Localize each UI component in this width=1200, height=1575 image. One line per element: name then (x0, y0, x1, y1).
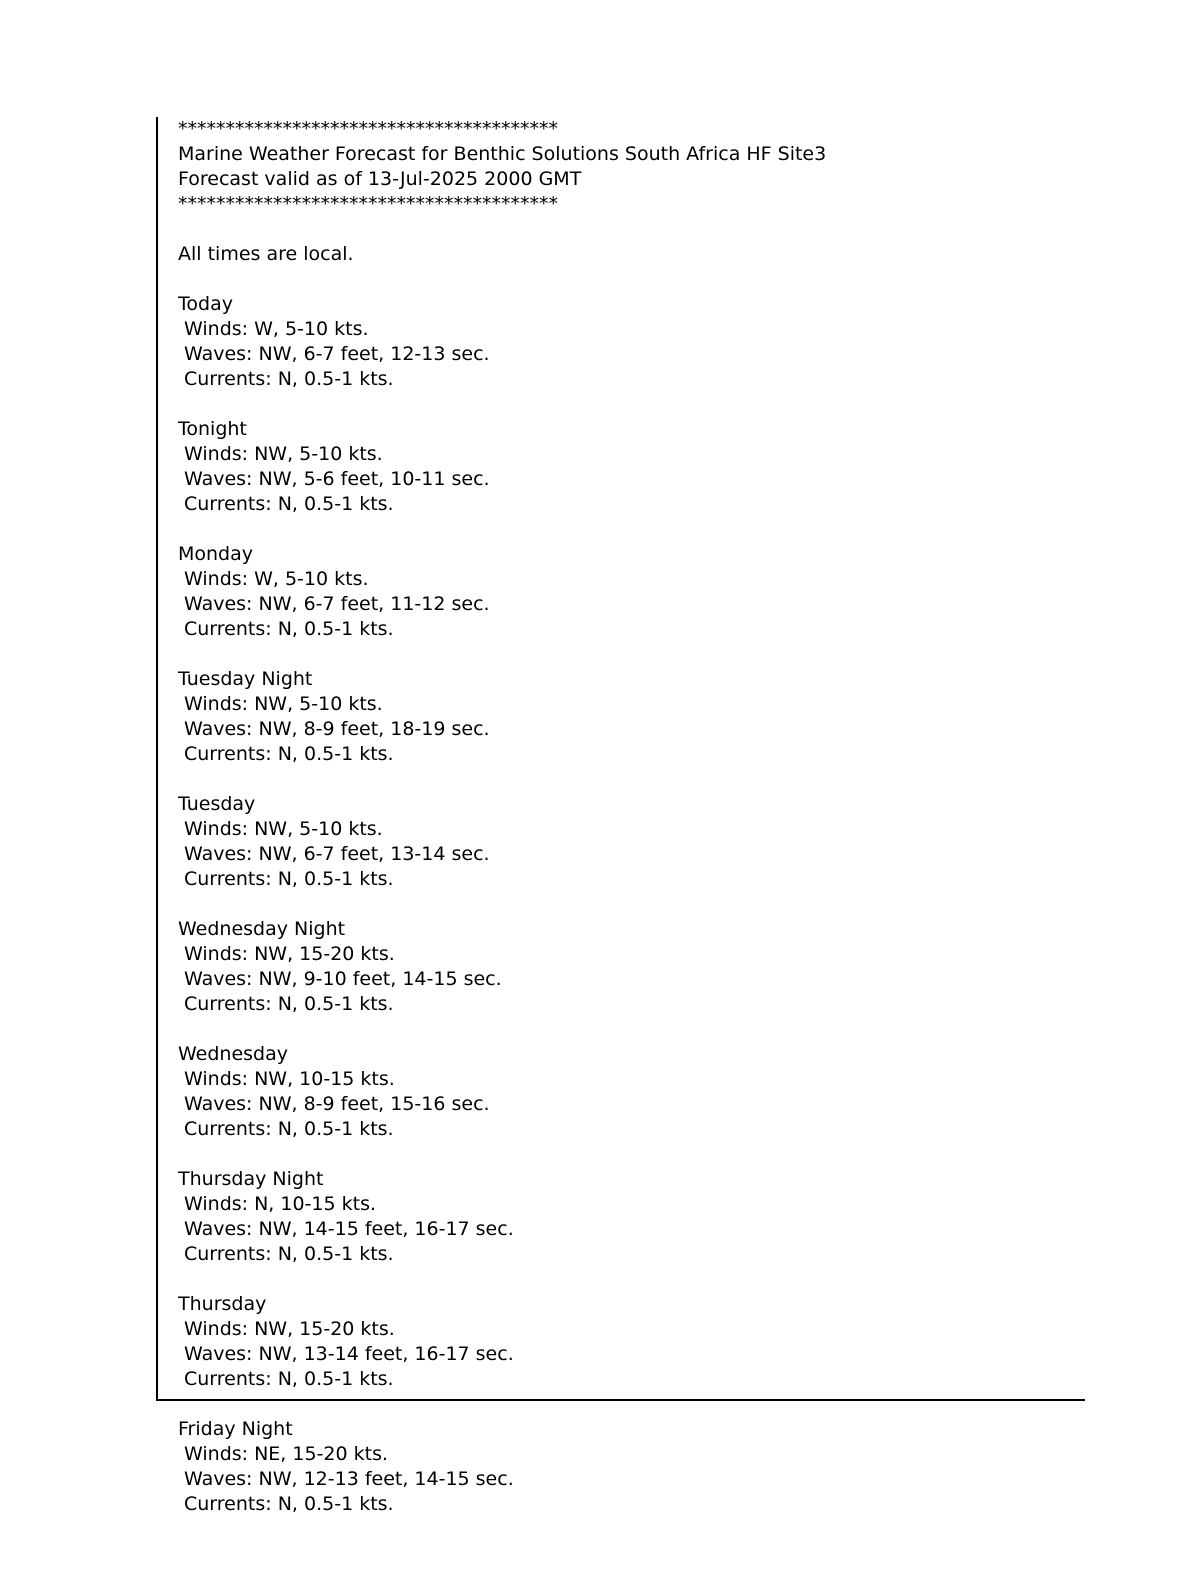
period-heading: Tuesday (178, 793, 256, 815)
forecast-section-tonight (178, 417, 1085, 517)
period-heading: Tonight (178, 418, 247, 440)
period-heading: Today (178, 293, 233, 315)
period-heading: Thursday (178, 1293, 267, 1315)
period-heading: Thursday Night (178, 1168, 324, 1190)
currents-line: Currents: N, 0.5-1 kts. (184, 1368, 394, 1390)
winds-line: Winds: NW, 5-10 kts. (184, 818, 383, 840)
currents-line: Currents: N, 0.5-1 kts. (184, 368, 394, 390)
currents-line: Currents: N, 0.5-1 kts. (184, 743, 394, 765)
winds-line: Winds: W, 5-10 kts. (184, 568, 369, 590)
document-header (178, 117, 1085, 217)
winds-line: Winds: N, 10-15 kts. (184, 1193, 377, 1215)
forecast-content-box (156, 117, 1085, 1401)
period-heading: Tuesday Night (178, 668, 313, 690)
period-heading: Friday Night (178, 1418, 293, 1440)
currents-line: Currents: N, 0.5-1 kts. (184, 493, 394, 515)
forecast-section-today (178, 292, 1085, 392)
currents-line: Currents: N, 0.5-1 kts. (184, 868, 394, 890)
period-heading: Wednesday (178, 1043, 289, 1065)
forecast-section-monday (178, 542, 1085, 642)
forecast-section-friday-night (178, 1417, 514, 1517)
winds-line: Winds: W, 5-10 kts. (184, 318, 369, 340)
note-all-times: All times are local. (178, 243, 354, 265)
waves-line: Waves: NW, 8-9 feet, 18-19 sec. (184, 718, 490, 740)
waves-line: Waves: NW, 8-9 feet, 15-16 sec. (184, 1093, 490, 1115)
currents-line: Currents: N, 0.5-1 kts. (184, 1493, 394, 1515)
currents-line: Currents: N, 0.5-1 kts. (184, 993, 394, 1015)
waves-line: Waves: NW, 6-7 feet, 13-14 sec. (184, 843, 490, 865)
forecast-section-thursday (178, 1292, 1085, 1392)
currents-line: Currents: N, 0.5-1 kts. (184, 1118, 394, 1140)
waves-line: Waves: NW, 9-10 feet, 14-15 sec. (184, 968, 502, 990)
winds-line: Winds: NW, 10-15 kts. (184, 1068, 395, 1090)
forecast-section-thursday-night (178, 1167, 1085, 1267)
waves-line: Waves: NW, 13-14 feet, 16-17 sec. (184, 1343, 514, 1365)
winds-line: Winds: NW, 5-10 kts. (184, 443, 383, 465)
winds-line: Winds: NW, 15-20 kts. (184, 943, 395, 965)
winds-line: Winds: NW, 15-20 kts. (184, 1318, 395, 1340)
waves-line: Waves: NW, 14-15 feet, 16-17 sec. (184, 1218, 514, 1240)
waves-line: Waves: NW, 12-13 feet, 14-15 sec. (184, 1468, 514, 1490)
forecast-section-tuesday-night (178, 667, 1085, 767)
forecast-section-wednesday-night (178, 917, 1085, 1017)
currents-line: Currents: N, 0.5-1 kts. (184, 1243, 394, 1265)
divider-line-top: **************************************** (178, 118, 558, 140)
divider-line-bottom: **************************************** (178, 193, 558, 215)
waves-line: Waves: NW, 5-6 feet, 10-11 sec. (184, 468, 490, 490)
forecast-section-tuesday (178, 792, 1085, 892)
winds-line: Winds: NW, 5-10 kts. (184, 693, 383, 715)
forecast-valid-line: Forecast valid as of 13-Jul-2025 2000 GMT (178, 168, 582, 190)
blank-line (178, 217, 1085, 242)
document-title: Marine Weather Forecast for Benthic Solutions South Africa HF Site3 (178, 143, 827, 165)
forecast-section-wednesday (178, 1042, 1085, 1142)
waves-line: Waves: NW, 6-7 feet, 12-13 sec. (184, 343, 490, 365)
waves-line: Waves: NW, 6-7 feet, 11-12 sec. (184, 593, 490, 615)
period-heading: Wednesday Night (178, 918, 346, 940)
period-heading: Monday (178, 543, 254, 565)
winds-line: Winds: NE, 15-20 kts. (184, 1443, 389, 1465)
currents-line: Currents: N, 0.5-1 kts. (184, 618, 394, 640)
